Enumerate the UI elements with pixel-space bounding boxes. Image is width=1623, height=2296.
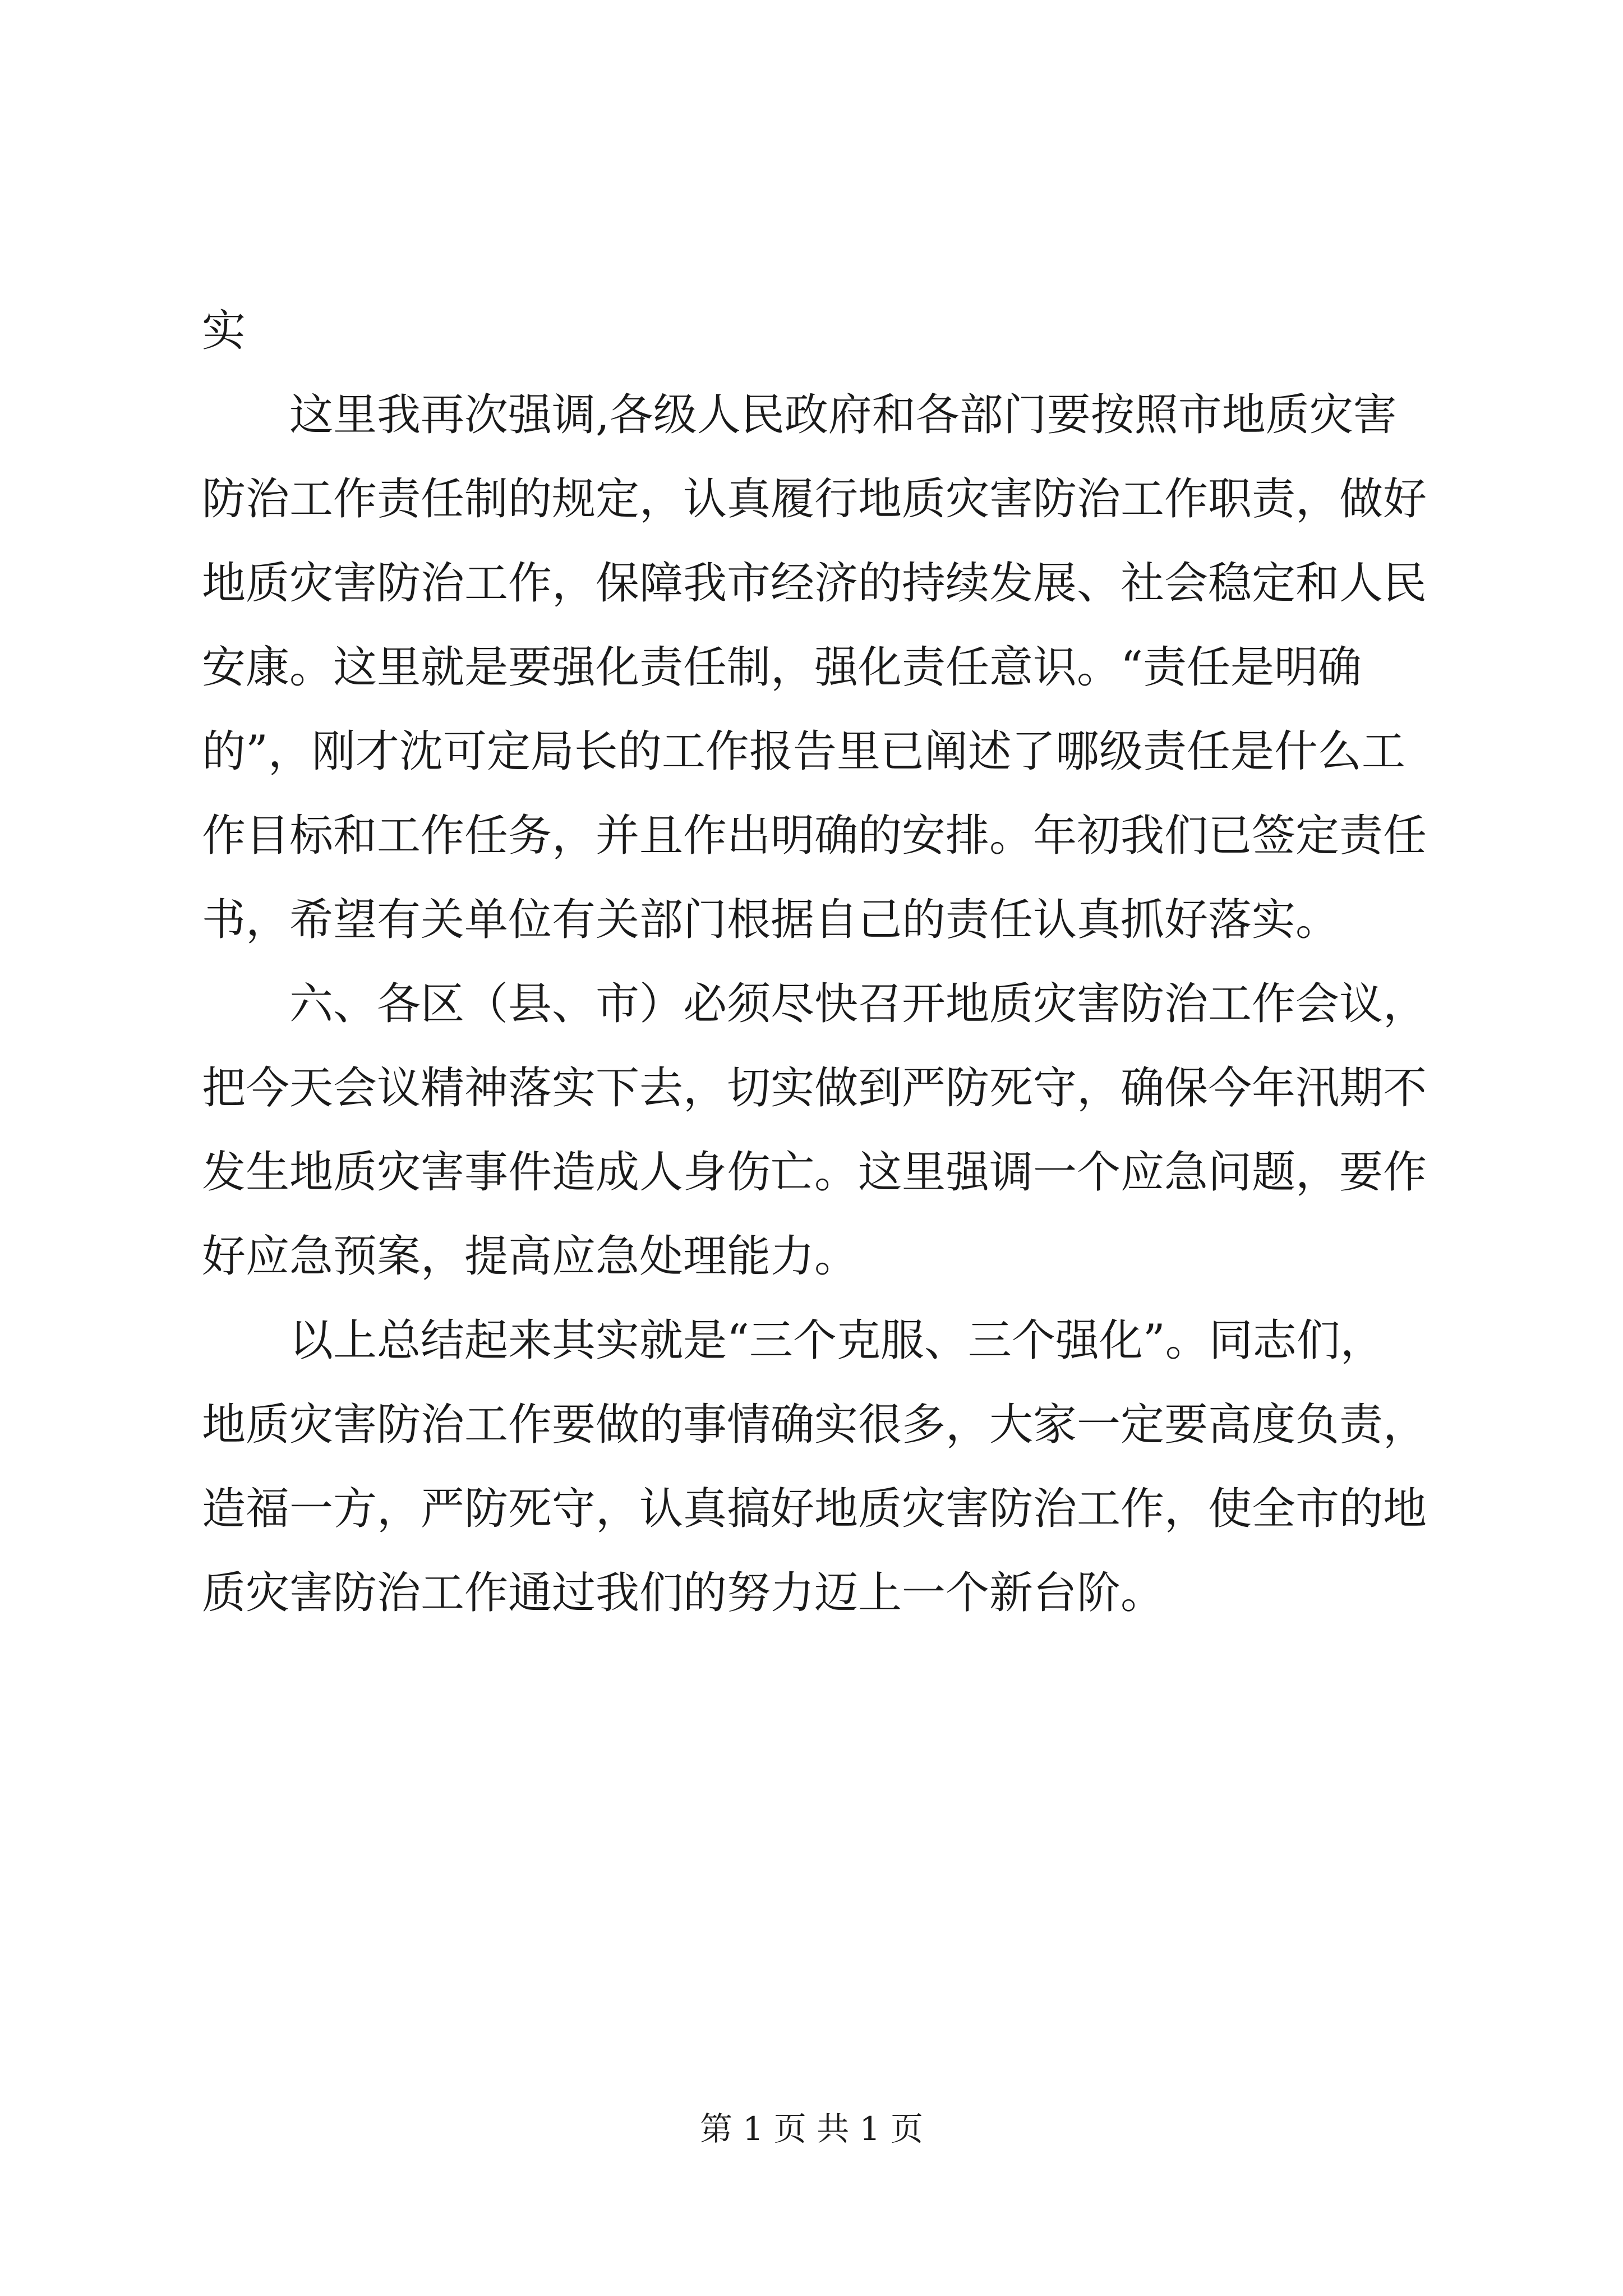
text-line: 书，希望有关单位有关部门根据自己的责任认真抓好落实。 (202, 895, 1340, 945)
text-line: 好应急预案，提高应急处理能力。 (202, 1231, 859, 1282)
text-line: 防治工作责任制的规定，认真履行地质灾害防治工作职责，做好 (202, 474, 1427, 524)
text-line: 地质灾害防治工作，保障我市经济的持续发展、社会稳定和人民 (202, 558, 1427, 609)
text-line: 的”，刚才沈可定局长的工作报告里已阐述了哪级责任是什么工 (202, 726, 1405, 777)
text-line: 造福一方，严防死守，认真搞好地质灾害防治工作，使全市的地 (202, 1484, 1427, 1534)
text-line: 以上总结起来其实就是“三个克服、三个强化”。同志们， (202, 1315, 1384, 1366)
text-line: 地质灾害防治工作要做的事情确实很多，大家一定要高度负责， (202, 1400, 1427, 1450)
text-line: 发生地质灾害事件造成人身伤亡。这里强调一个应急问题，要作 (202, 1147, 1427, 1198)
page-number-footer: 第 1 页 共 1 页 (700, 2110, 923, 2148)
text-line: 质灾害防治工作通过我们的努力迈上一个新台阶。 (202, 1568, 1165, 1618)
text-line: 安康。这里就是要强化责任制，强化责任意识。“责任是明确 (202, 642, 1362, 693)
text-line: 实 (202, 306, 246, 356)
text-line: 把今天会议精神落实下去，切实做到严防死守，确保今年汛期不 (202, 1063, 1427, 1114)
text-line: 这里我再次强调,各级人民政府和各部门要按照市地质灾害 (202, 390, 1397, 440)
text-line: 作目标和工作任务，并且作出明确的安排。年初我们已签定责任 (202, 811, 1427, 861)
text-line: 六、各区（县、市）必须尽快召开地质灾害防治工作会议， (202, 979, 1427, 1029)
